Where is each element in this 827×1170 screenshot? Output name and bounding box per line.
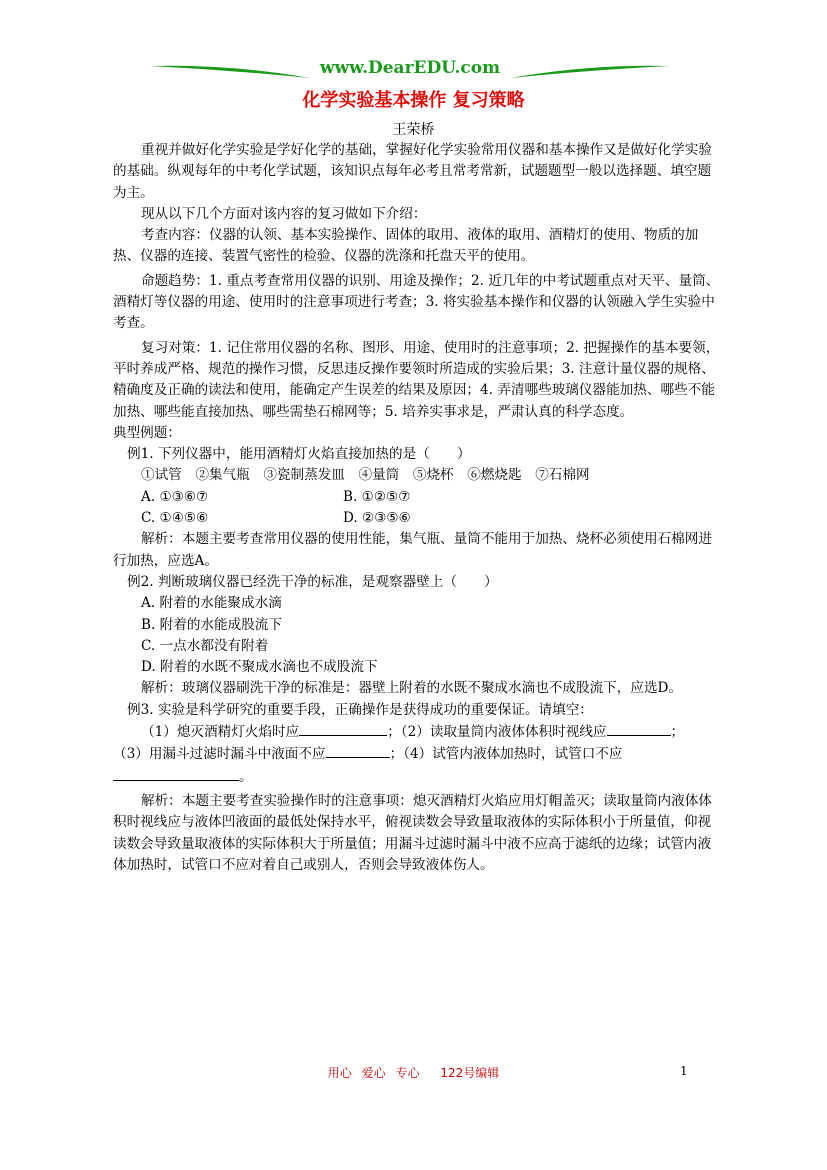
examples-heading: 典型例题： [113, 424, 181, 441]
answer-blank[interactable] [607, 721, 671, 736]
option-c: C. 一点水都没有附着 [141, 637, 269, 654]
answer-blank[interactable] [326, 743, 390, 758]
example1-options-row [113, 508, 721, 529]
intro-paragraph: 重视并做好化学实验是学好化学的基础，掌握好化学实验常用仪器和基本操作又是做好化学实验的基础。纵观每年的中考化学试题，该知识点每年必考且常考常新，试题题型一般以选择题、填空题为主。 [113, 142, 712, 201]
example3-blanks: （1）熄灭酒精灯火焰时应 ；（2）读取量筒内液体体积时视线应 ； [113, 721, 721, 743]
example3-analysis: 解析：本题主要考查实验操作时的注意事项：熄灭酒精灯火焰应用灯帽盖灭；读取量筒内液体体积时视线应与液体凹液面的最低处保持水平，俯视读数会导致量取液体的实际体积小于所量值，仰视读数会导致量取液体的实际体积大于所量值；用漏斗过滤时漏斗中液不应高于滤纸的边缘；试管内液体加热时，试管口不应对着自己或别人，否则会导致液体伤人。 [113, 792, 712, 873]
section-strategy: 复习对策：1. 记住常用仪器的名称、图形、用途、使用时的注意事项；2. 把握操作的基本要领，平时养成严格、规范的操作习惯，反思违反操作要领时所造成的实验后果；3. 注意计量仪器的规格、精确度及正确的读法和使用，能确定产生误差的结果及原因；4. 弄清哪些玻璃仪器能加热、哪些不能加热、哪些能直接加热、哪些需垫石棉网等；5. 培养实事求是，严肃认真的科学态度。 [113, 339, 720, 420]
example1-analysis: 解析：本题主要考查常用仪器的使用性能，集气瓶、量筒不能用于加热、烧杯必须使用石棉网进行加热，应选A。 [113, 531, 712, 569]
page-number: 1 [680, 1064, 688, 1078]
document-title: 化学实验基本操作 复习策略 [302, 90, 525, 111]
answer-blank[interactable] [113, 766, 239, 781]
header-banner [150, 56, 670, 82]
author-name: 王荣桥 [392, 122, 435, 138]
footer-item: 122号编辑 [440, 1066, 500, 1080]
option-b: B. ①②⑤⑦ [343, 488, 411, 505]
example3-blanks: 。 [113, 766, 721, 788]
footer-item: 用心 [327, 1066, 352, 1080]
example2-analysis: 解析：玻璃仪器刷洗干净的标准是：器壁上附着的水既不聚成水滴也不成股流下，应选D。 [141, 680, 683, 697]
example2-question: 例2. 判断玻璃仪器已经洗干净的标准，是观察器壁上（ ） [127, 573, 498, 590]
option-c: C. ①④⑤⑥ [141, 510, 209, 527]
footer [0, 1064, 827, 1081]
option-a: A. ①③⑥⑦ [141, 488, 209, 505]
document-body [113, 140, 721, 876]
footer-item: 爱心 [361, 1066, 386, 1080]
site-url[interactable]: www.DearEDU.com [319, 58, 501, 78]
answer-blank[interactable] [299, 721, 387, 736]
example3-question: 例3. 实验是科学研究的重要手段，正确操作是获得成功的重要保证。请填空： [127, 701, 593, 718]
example1-options-row [113, 487, 721, 508]
option-d: D. ②③⑤⑥ [343, 510, 411, 527]
option-b: B. 附着的水能成股流下 [141, 616, 282, 633]
option-d: D. 附着的水既不聚成水滴也不成股流下 [141, 659, 378, 676]
example1-items: ①试管 ②集气瓶 ③瓷制蒸发皿 ④量筒 ⑤烧杯 ⑥燃烧匙 ⑦石棉网 [141, 467, 590, 484]
section-trend: 命题趋势：1. 重点考查常用仪器的识别、用途及操作；2. 近几年的中考试题重点对天平、量筒、酒精灯等仪器的用途、使用时的注意事项进行考查；3. 将实验基本操作和仪器的认领融入学生实验中考查。 [113, 272, 720, 332]
section-content: 考查内容：仪器的认领、基本实验操作、固体的取用、液体的取用、酒精灯的使用、物质的加热、仪器的连接、装置气密性的检验、仪器的洗涤和托盘天平的使用。 [113, 227, 699, 265]
option-a: A. 附着的水能聚成水滴 [141, 595, 282, 612]
footer-item: 专心 [395, 1066, 420, 1080]
example1-question: 例1. 下列仪器中，能用酒精灯火焰直接加热的是（ ） [127, 446, 471, 463]
intro-paragraph: 现从以下几个方面对该内容的复习做如下介绍： [141, 205, 427, 222]
example3-blanks: （3）用漏斗过滤时漏斗中液面不应 ；（4）试管内液体加热时，试管口不应 [113, 743, 721, 765]
